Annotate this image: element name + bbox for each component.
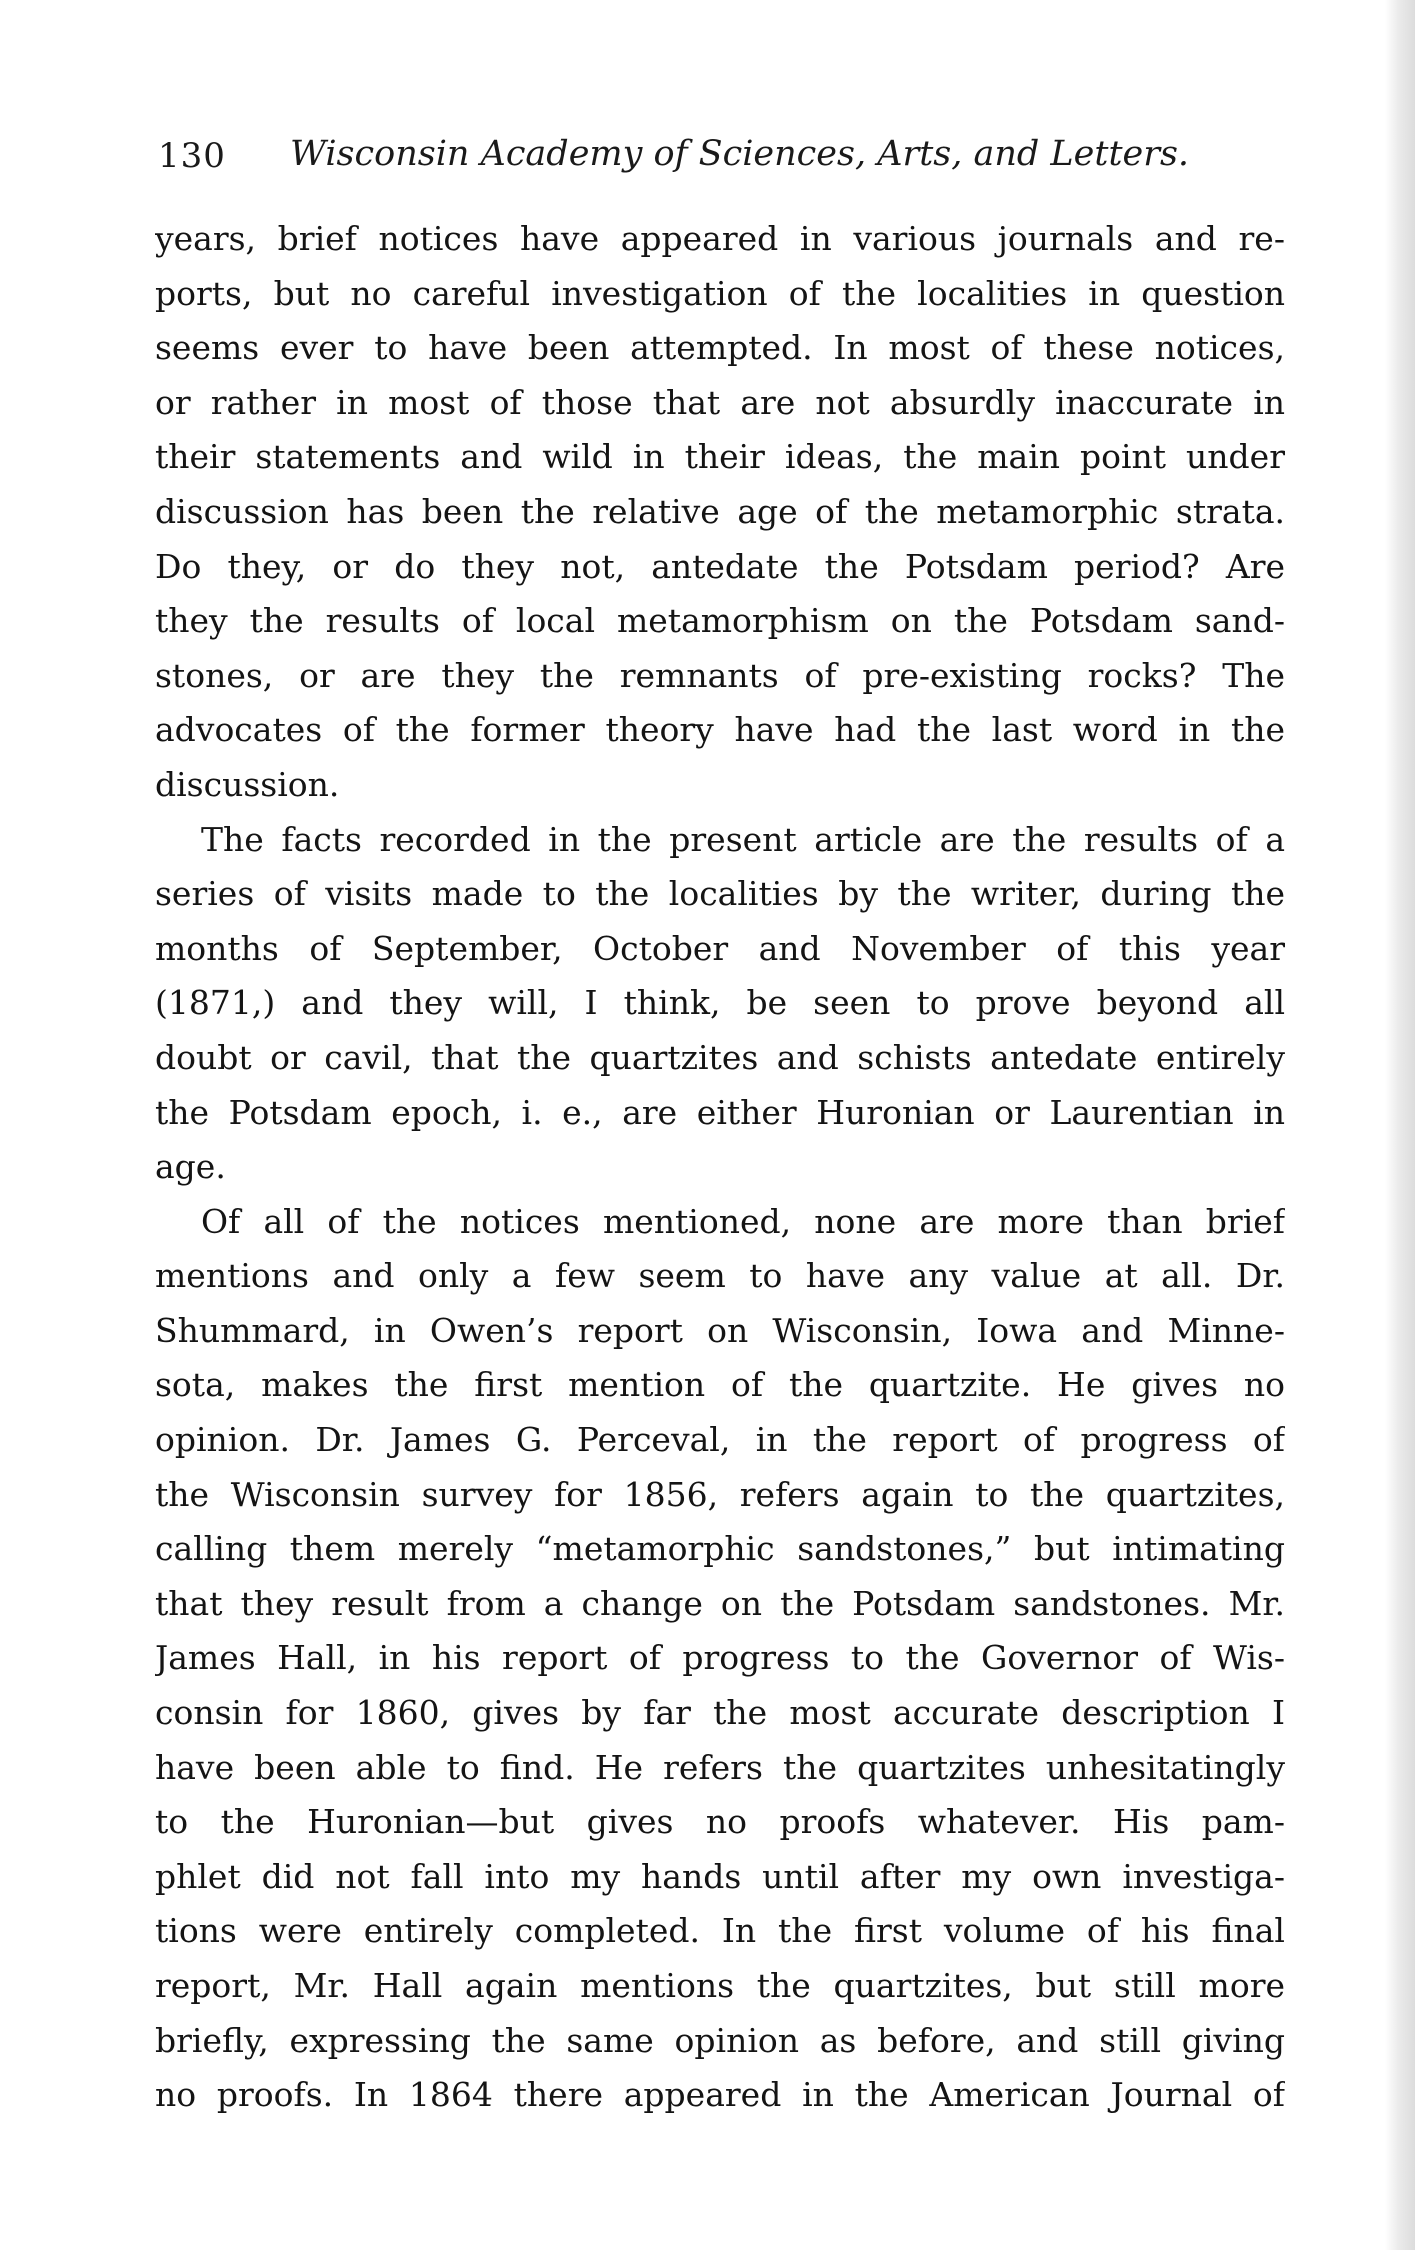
text-line: opinion. Dr. James G. Perceval, in the report of progress of: [155, 1420, 1285, 1460]
text-line: years, brief notices have appeared in various journals and re-: [155, 219, 1285, 258]
page-number: 130: [158, 136, 226, 176]
text-line: calling them merely “metamorphic sandstones,” but intimating: [155, 1529, 1285, 1569]
paragraph: [155, 813, 1285, 1195]
text-line: series of visits made to the localities by the writer, during the: [155, 874, 1285, 914]
text-line: The facts recorded in the present article are the results of a: [201, 819, 1285, 859]
text-line: or rather in most of those that are not absurdly inaccurate in: [155, 382, 1285, 422]
text-line: briefly, expressing the same opinion as before, and still giving: [155, 2020, 1285, 2060]
page-edge-shadow: [1385, 0, 1415, 2250]
text-line: mentions and only a few seem to have any value at all. Dr.: [155, 1256, 1285, 1296]
paragraph: [155, 1195, 1285, 2123]
text-line: ports, but no careful investigation of the localities in question: [155, 273, 1285, 313]
body-text: [155, 212, 1285, 2123]
text-line: report, Mr. Hall again mentions the quartzites, but still more: [155, 1966, 1285, 2005]
text-line: seems ever to have been attempted. In most of these notices,: [155, 328, 1285, 368]
text-line: tions were entirely completed. In the first volume of his final: [155, 1911, 1285, 1951]
text-line: have been able to find. He refers the quartzites unhesitatingly: [155, 1747, 1285, 1787]
text-line: stones, or are they the remnants of pre-existing rocks? The: [155, 655, 1285, 695]
text-line: consin for 1860, gives by far the most accurate description I: [155, 1693, 1285, 1733]
text-line: discussion has been the relative age of the metamorphic strata.: [155, 491, 1285, 531]
text-line: no proofs. In 1864 there appeared in the American Journal of: [155, 2075, 1285, 2115]
text-line: months of September, October and November of this year: [155, 928, 1285, 968]
text-line: age.: [155, 1147, 226, 1187]
text-line: James Hall, in his report of progress to the Governor of Wis-: [155, 1638, 1285, 1678]
text-line: they the results of local metamorphism on the Potsdam sand-: [155, 601, 1285, 641]
running-title: Wisconsin Academy of Sciences, Arts, and Letters.: [290, 134, 1190, 174]
text-line: (1871,) and they will, I think, be seen to prove beyond all: [155, 983, 1285, 1023]
text-line: their statements and wild in their ideas, the main point under: [155, 437, 1285, 477]
running-header: [150, 130, 1280, 190]
paragraph: [155, 212, 1285, 813]
text-line: to the Huronian—but gives no proofs whatever. His pam-: [155, 1802, 1285, 1842]
text-line: sota, makes the first mention of the quartzite. He gives no: [155, 1365, 1285, 1405]
text-line: Of all of the notices mentioned, none are more than brief: [201, 1201, 1285, 1241]
text-line: discussion.: [155, 764, 340, 804]
text-line: the Potsdam epoch, i. e., are either Huronian or Laurentian in: [155, 1092, 1285, 1132]
text-line: phlet did not fall into my hands until after my own investiga-: [155, 1856, 1285, 1896]
text-line: doubt or cavil, that the quartzites and schists antedate entirely: [155, 1037, 1285, 1077]
text-line: the Wisconsin survey for 1856, refers again to the quartzites,: [155, 1474, 1285, 1514]
text-line: advocates of the former theory have had the last word in the: [155, 710, 1285, 750]
text-line: Shummard, in Owen’s report on Wisconsin, Iowa and Minne-: [155, 1310, 1285, 1350]
text-line: that they result from a change on the Potsdam sandstones. Mr.: [155, 1583, 1285, 1623]
text-line: Do they, or do they not, antedate the Potsdam period? Are: [155, 546, 1285, 586]
